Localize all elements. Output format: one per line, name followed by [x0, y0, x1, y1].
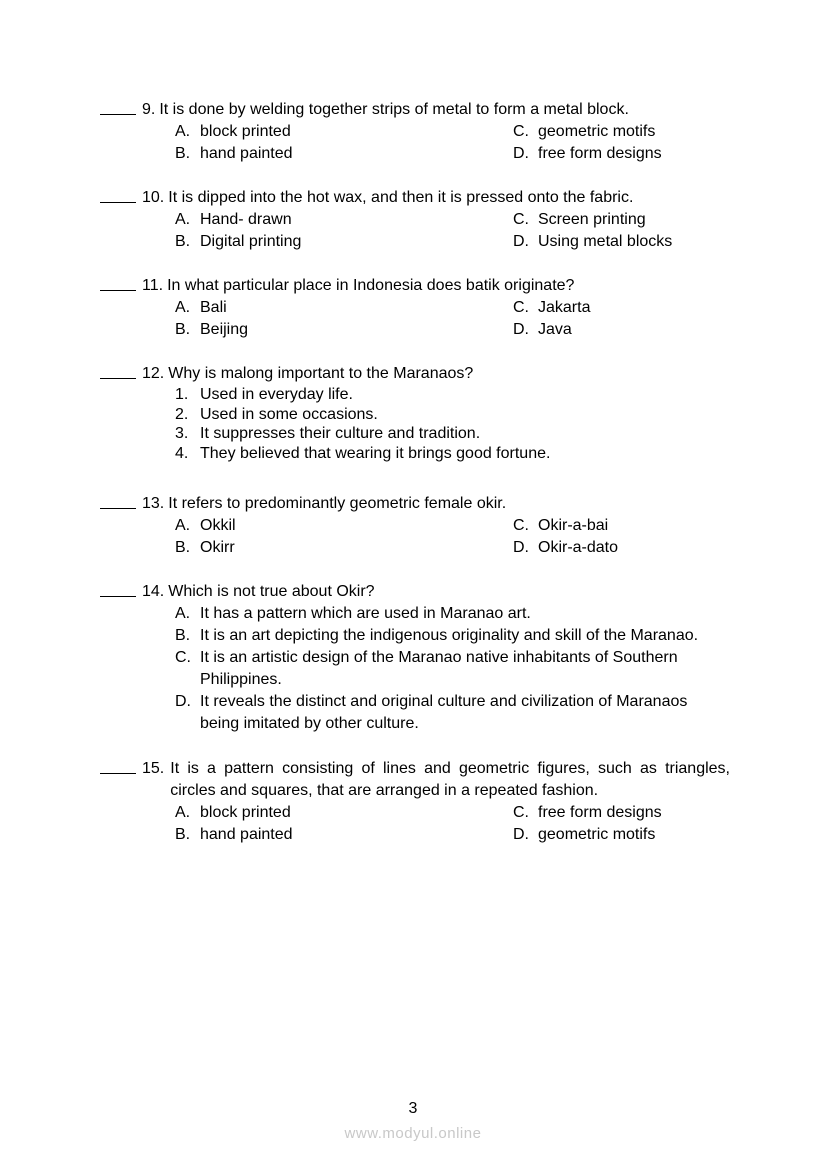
- question-stem: [100, 581, 730, 603]
- question-text: Why is malong important to the Maranaos?: [168, 365, 474, 382]
- question-15: [100, 758, 730, 846]
- option-c: C. free form designs: [513, 804, 662, 821]
- option-a: A. It has a pattern which are used in Maranao art.: [175, 605, 531, 622]
- options-grid: [175, 297, 730, 341]
- numbered-options: [175, 385, 730, 463]
- question-number: 11.: [142, 277, 164, 294]
- option-b: B. It is an art depicting the indigenous originality and skill of the Maranao.: [175, 627, 699, 644]
- option-b: B. Digital printing: [175, 233, 302, 250]
- footer-watermark: www.modyul.online: [344, 1125, 482, 1142]
- option-c: C. Okir-a-bai: [513, 517, 609, 534]
- options-grid: [175, 209, 730, 253]
- question-stem: [100, 493, 730, 515]
- question-stem: [100, 758, 730, 802]
- option-c: C. Screen printing: [513, 211, 646, 228]
- option-2: 2. Used in some occasions.: [175, 405, 378, 423]
- question-text: It is done by welding together strips of metal to form a metal block.: [159, 101, 629, 118]
- question-stem: [100, 99, 730, 121]
- option-a: A. block printed: [175, 804, 291, 821]
- option-b: B. Beijing: [175, 321, 249, 338]
- answer-blank[interactable]: [100, 581, 136, 597]
- answer-blank[interactable]: [100, 758, 136, 774]
- question-text: Which is not true about Okir?: [168, 583, 375, 600]
- question-number: 10.: [142, 189, 165, 206]
- question-12: [100, 363, 730, 463]
- question-number: 9.: [142, 101, 156, 118]
- option-c: C. It is an artistic design of the Maranao native inhabitants of Southern Philippines.: [175, 649, 678, 688]
- answer-blank[interactable]: [100, 363, 136, 379]
- option-1: 1. Used in everyday life.: [175, 386, 353, 403]
- question-number: 14.: [142, 583, 165, 600]
- option-b: B. Okirr: [175, 539, 235, 556]
- question-number: 12.: [142, 365, 165, 382]
- options-grid: [175, 802, 730, 846]
- option-d: D. geometric motifs: [513, 826, 656, 843]
- option-a: A. block printed: [175, 123, 291, 140]
- question-11: [100, 275, 730, 341]
- option-d: D. It reveals the distinct and original culture and civilization of Maranaos being imitated by other culture.: [175, 693, 688, 732]
- question-14: [100, 581, 730, 735]
- option-a: A. Okkil: [175, 517, 236, 534]
- options-grid: [175, 121, 730, 165]
- question-text: In what particular place in Indonesia does batik originate?: [167, 277, 575, 294]
- question-stem: [100, 275, 730, 297]
- question-stem: [100, 363, 730, 385]
- answer-blank[interactable]: [100, 187, 136, 203]
- option-4: 4. They believed that wearing it brings good fortune.: [175, 444, 551, 462]
- option-c: C. Jakarta: [513, 299, 591, 316]
- question-9: [100, 99, 730, 165]
- option-b: B. hand painted: [175, 145, 293, 162]
- question-text: It is a pattern consisting of lines and geometric figures, such as triangles, circles and squares, that are arranged in a repeated fashion.: [170, 760, 730, 799]
- answer-blank[interactable]: [100, 493, 136, 509]
- question-number: 13.: [142, 495, 165, 512]
- question-13: [100, 493, 730, 559]
- option-d: D. Java: [513, 321, 572, 338]
- question-stem: [100, 187, 730, 209]
- question-text: It refers to predominantly geometric female okir.: [168, 495, 507, 512]
- option-a: A. Bali: [175, 299, 227, 316]
- question-text: It is dipped into the hot wax, and then it is pressed onto the fabric.: [168, 189, 634, 206]
- option-d: D. free form designs: [513, 145, 662, 162]
- lettered-options: [175, 603, 730, 735]
- options-grid: [175, 515, 730, 559]
- option-d: D. Okir-a-dato: [513, 539, 619, 556]
- option-c: C. geometric motifs: [513, 123, 656, 140]
- page-number: 3: [408, 1100, 418, 1117]
- answer-blank[interactable]: [100, 275, 136, 291]
- option-b: B. hand painted: [175, 826, 293, 843]
- option-a: A. Hand- drawn: [175, 211, 292, 228]
- option-d: D. Using metal blocks: [513, 233, 673, 250]
- question-10: [100, 187, 730, 253]
- answer-blank[interactable]: [100, 99, 136, 115]
- option-3: 3. It suppresses their culture and tradition.: [175, 425, 481, 442]
- question-number: 15.: [142, 760, 165, 777]
